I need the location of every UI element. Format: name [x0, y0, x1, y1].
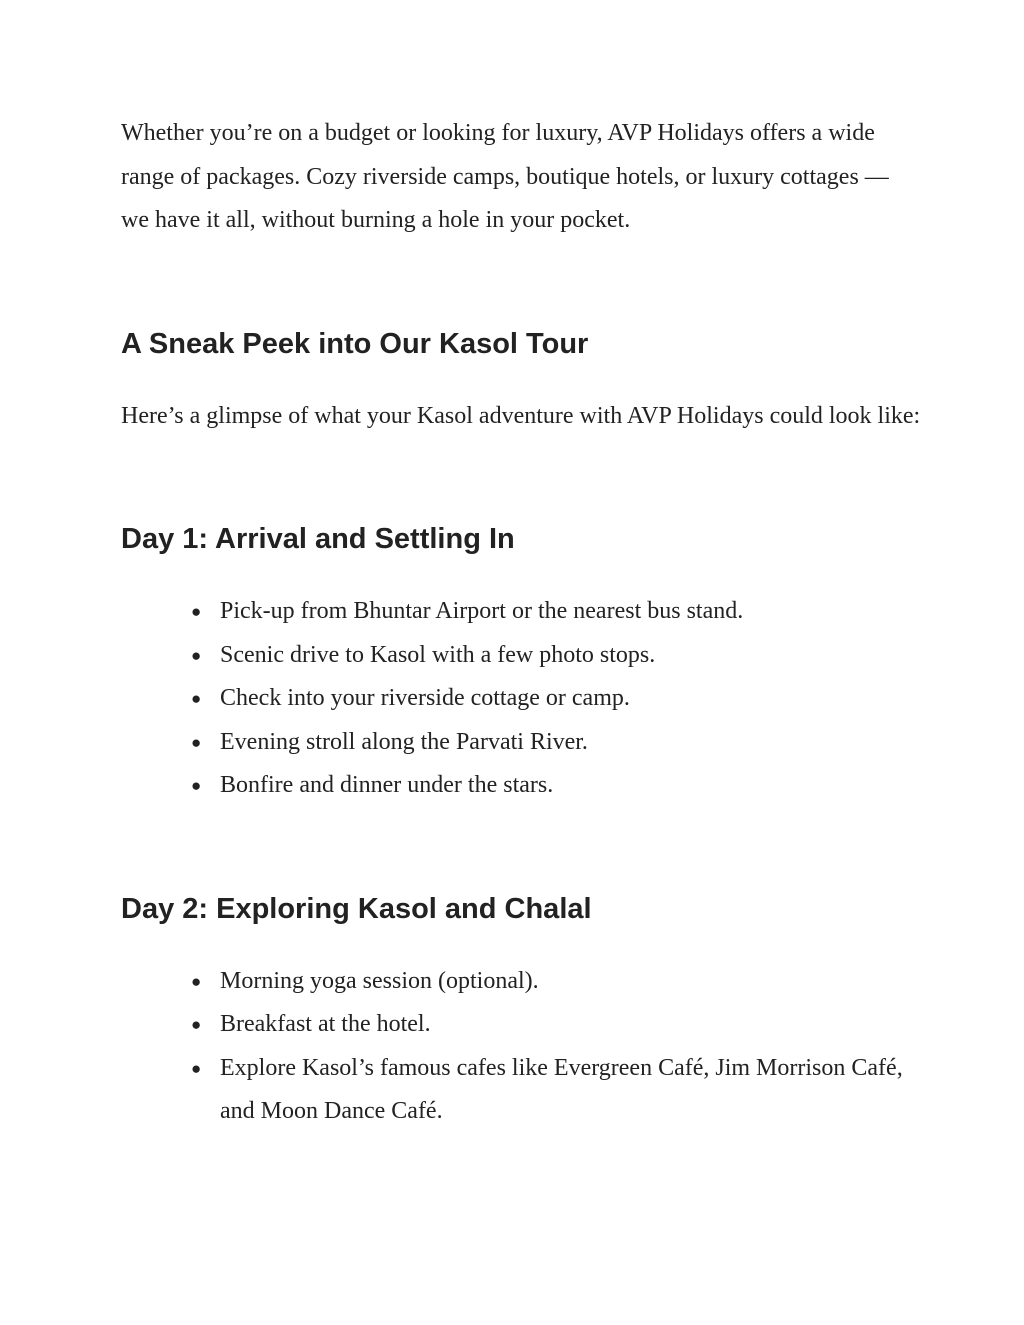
list-item — [191, 634, 921, 678]
bullet-icon: ● — [191, 602, 202, 621]
list-item-text: Evening stroll along the Parvati River. — [220, 728, 588, 755]
day1-list — [121, 590, 921, 808]
list-item — [191, 764, 921, 808]
list-item-text: Pick-up from Bhuntar Airport or the nearest bus stand. — [220, 598, 744, 624]
list-item-text: Scenic drive to Kasol with a few photo stops. — [220, 641, 656, 668]
list-item — [191, 960, 921, 1004]
day2-heading: Day 2: Exploring Kasol and Chalal — [121, 892, 592, 925]
intro-paragraph: Whether you’re on a budget or looking for luxury, AVP Holidays offers a wide range of packages. Cozy riverside camps, boutique hotels, or luxury cottages — we have it all, without burning a hole in your pocket. — [121, 120, 889, 233]
list-item-text: Check into your riverside cottage or camp. — [220, 685, 630, 711]
sneak-peek-heading: A Sneak Peek into Our Kasol Tour — [121, 327, 589, 360]
list-item — [191, 1047, 921, 1134]
list-item — [191, 590, 921, 634]
bullet-icon: ● — [191, 776, 202, 795]
bullet-icon: ● — [191, 1015, 202, 1034]
list-item-text: Morning yoga session (optional). — [220, 967, 539, 994]
bullet-icon: ● — [191, 689, 202, 708]
document-page — [121, 112, 921, 1134]
bullet-icon: ● — [191, 732, 202, 752]
day2-list — [121, 960, 921, 1134]
list-item — [191, 1003, 921, 1047]
bullet-icon: ● — [191, 645, 202, 665]
sneak-peek-paragraph: Here’s a glimpse of what your Kasol adventure with AVP Holidays could look like: — [121, 402, 921, 429]
list-item-text: Breakfast at the hotel. — [220, 1011, 431, 1037]
bullet-icon: ● — [191, 971, 202, 991]
list-item-text: Explore Kasol’s famous cafes like Evergreen Café, Jim Morrison Café, and Moon Dance Café. — [220, 1054, 903, 1124]
list-item-text: Bonfire and dinner under the stars. — [220, 772, 554, 798]
list-item — [191, 677, 921, 721]
list-item — [191, 721, 921, 765]
day1-heading: Day 1: Arrival and Settling In — [121, 523, 515, 555]
bullet-icon: ● — [191, 1058, 202, 1078]
